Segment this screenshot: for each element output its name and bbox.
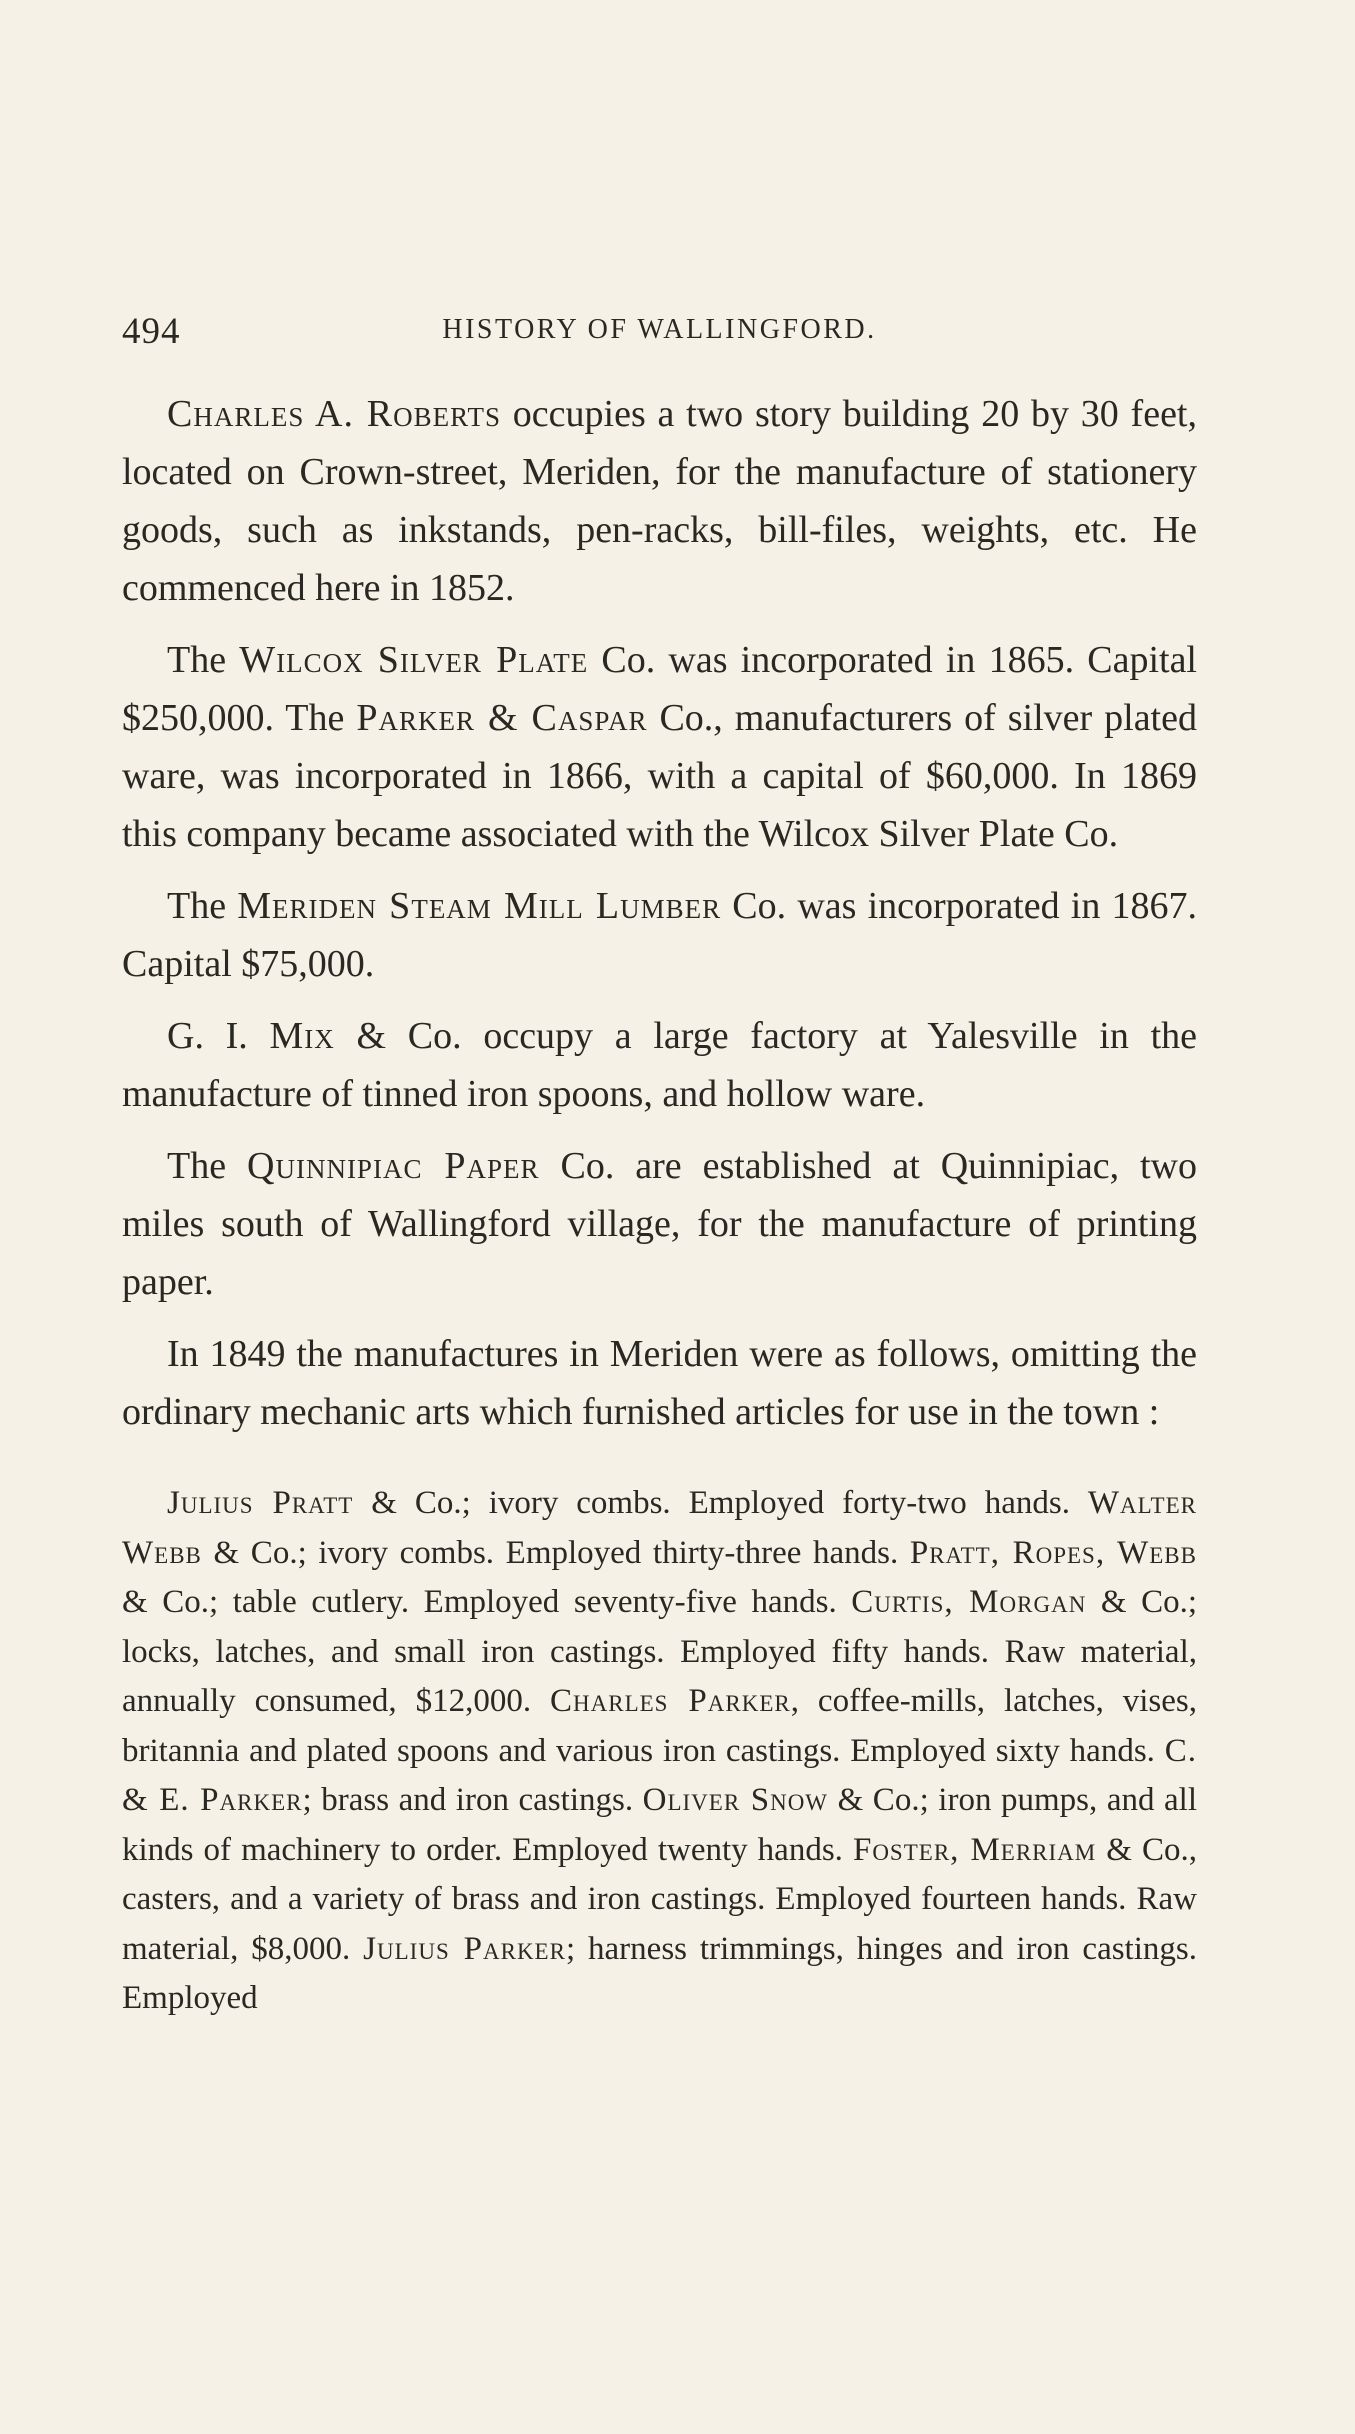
body-text	[122, 385, 1197, 2057]
company-name: Mix	[269, 1015, 335, 1057]
page-number: 494	[122, 311, 181, 352]
paragraph-text: Co., manufacturers of silver plated ware, was incorporated in 1866, with a capital of $60,000. In 1869 this company became associated with the Wilcox Silver Plate Co.	[122, 697, 1197, 855]
paragraph-1849	[122, 1325, 1197, 1441]
company-name: Julius Pratt	[167, 1485, 354, 1521]
paragraph-text: occupies a two story building 20 by 30 feet, located on Crown-street, Meriden, for the manufacture of stationery goods, such as inkstands, pen-racks, bill-files, weights, etc. He commenced here in 1852.	[122, 393, 1197, 609]
manufactures-list	[122, 1479, 1197, 2024]
paragraph-text: In 1849 the manufactures in Meriden were as follows, omitting the ordinary mechanic arts which furnished articles for use in the town :	[122, 1333, 1197, 1433]
company-name: Meriden Steam Mill Lumber	[237, 885, 722, 927]
paragraph-text: Co. was incorporated in 1865. Capital $250,000. The	[122, 639, 1197, 739]
list-text: & Co.; ivory combs. Employed thirty-three hands.	[201, 1534, 910, 1571]
list-text: , coffee-mills, latches, vises, britannia and plated spoons and various iron castings. Employed sixty hands.	[122, 1683, 1198, 1769]
paragraph-text: The	[167, 885, 238, 927]
company-name: Wilcox Silver Plate	[239, 639, 589, 681]
company-name: Julius Parker	[363, 1930, 566, 1967]
paragraph-text: & Co. occupy a large factory at Yalesville in the manufacture of tinned iron spoons, and hollow ware.	[122, 1015, 1197, 1115]
list-text: ; brass and iron castings.	[302, 1782, 643, 1818]
paragraph-text: Co. was incorporated in 1867. Capital $75,000.	[122, 885, 1197, 985]
list-text: & Co.; iron pumps, and all kinds of machinery to order. Employed twenty hands.	[122, 1782, 1198, 1868]
company-name: Pratt, Ropes, Webb	[909, 1534, 1197, 1571]
list-text: & Co.; ivory combs. Employed forty-two hands.	[353, 1485, 1088, 1521]
company-name: Oliver Snow	[642, 1782, 829, 1818]
running-header	[122, 310, 1197, 358]
company-name: C. & E. Parker	[122, 1732, 1197, 1818]
paragraph-text: The	[167, 1145, 248, 1187]
paragraph-wilcox	[122, 631, 1197, 863]
paragraph-meriden-lumber	[122, 877, 1197, 993]
paragraph-quinnipiac	[122, 1137, 1197, 1311]
company-name: Quinnipiac Paper	[247, 1145, 540, 1187]
company-name: Parker & Caspar	[356, 697, 648, 739]
company-name: Walter Webb	[122, 1485, 1197, 1571]
paragraph-text: G. I.	[167, 1015, 270, 1057]
list-text: & Co., casters, and a variety of brass and iron castings. Employed fourteen hands. Raw material, $8,000.	[122, 1831, 1197, 1967]
paragraph-mix	[122, 1007, 1197, 1123]
running-title: HISTORY OF WALLINGFORD.	[442, 314, 877, 345]
paragraph-text: The	[167, 639, 240, 681]
company-name: Charles Parker	[550, 1683, 791, 1719]
list-text: & Co.; locks, latches, and small iron castings. Employed fifty hands. Raw material, annually consumed, $12,000.	[122, 1584, 1198, 1719]
list-text: & Co.; table cutlery. Employed seventy-five hands.	[122, 1584, 852, 1620]
paragraph-roberts	[122, 385, 1197, 617]
company-name: Curtis, Morgan	[851, 1584, 1087, 1620]
paragraph-text: Co. are established at Quinnipiac, two miles south of Wallingford village, for the manufacture of printing paper.	[122, 1145, 1197, 1303]
company-name: Foster, Merriam	[852, 1831, 1097, 1868]
list-text: ; harness trimmings, hinges and iron castings. Employed	[122, 1930, 1197, 2016]
company-name: Charles A. Roberts	[167, 393, 502, 435]
